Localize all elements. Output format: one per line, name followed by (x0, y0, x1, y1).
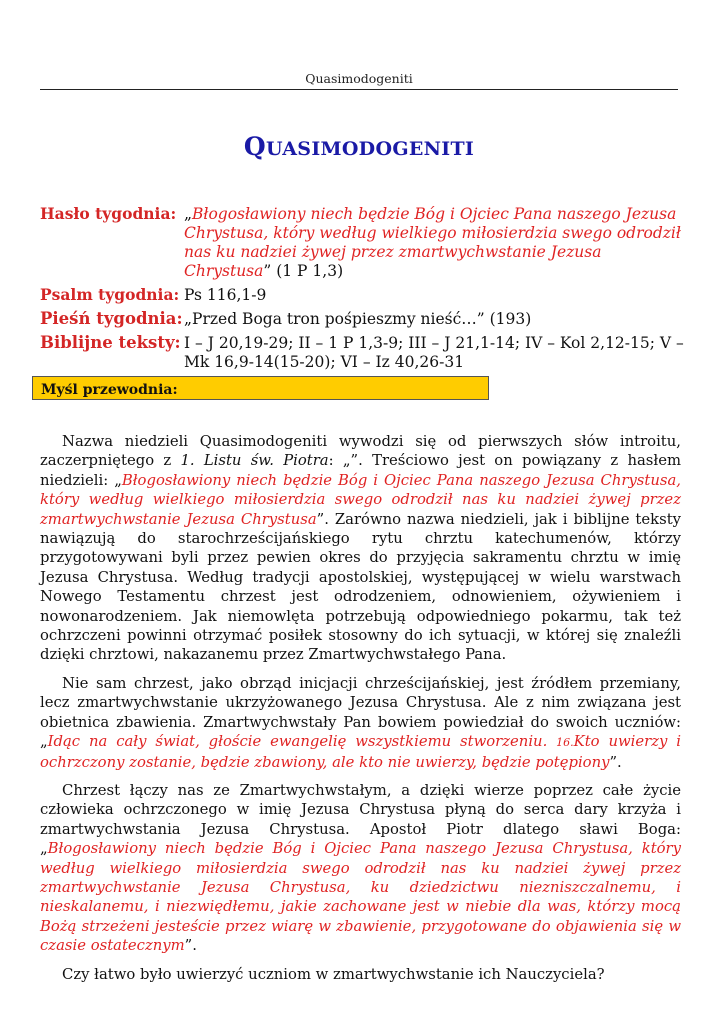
texts-value: I – J 20,19-29; II – 1 P 1,3-9; III – J 21,1-14; IV – Kol 2,12-15; V – Mk 16,9-14(15-20); VI – Iz 40,26-31 (184, 334, 684, 371)
p1-quote: Błogosławiony niech będzie Bóg i Ojciec Pana naszego Jezusa Chrystusa, który według wielkiego miłosierdzia swego odrodził nas ku nadziei żywej przez zmartwychwstanie Jezusa Chrystusa (40, 471, 681, 528)
psalm-label: Psalm tygodnia: (40, 285, 180, 304)
paragraph-4: Czy łatwo było uwierzyć uczniom w zmartwychwstanie ich Nauczyciela? (62, 965, 605, 983)
psalm-row (40, 284, 685, 306)
p1-text-e: ”. Zarówno nazwa niedzieli, jak i biblijne teksty nawiązują do starochrześcijańskiego rytu chrztu katechumenów, którzy przygotowywani byli przez pewien okres do przyjęcia sakramentu chrztu w imię Jezusa Chrystusa. Według tradycji apostolskiej, występującej w wielu warstwach Nowego Testamentu chrzest jest odrodzeniem, odnowieniem, ożywieniem i nowonarodzeniem. Jak niemowlęta potrzebują odpowiedniego pokarmu, tak też ochrzczeni powinni otrzymać posiłek stosowny do ich sytuacji, w której się znaleźli dzięki chrztowi, nakazanemu przez Zmartwychwstałego Pana. (40, 510, 681, 664)
motto-label: Hasło tygodnia: (40, 204, 177, 223)
sunday-info (40, 203, 685, 372)
p2-verse-number: 16. (556, 736, 574, 750)
thought-header-box (32, 376, 489, 400)
page-title (40, 132, 678, 161)
p1-text-a: Nazwa niedzieli Quasimodogeniti wywodzi się od pierwszych słów introitu, zaczerpniętego z (40, 433, 681, 470)
title-rest: UASIMODOGENITI (265, 138, 475, 160)
texts-label: Biblijne teksty: (40, 333, 181, 352)
p3-text-a: Chrzest łączy nas ze Zmartwychwstałym, a dzięki wierze poprzez całe życie człowieka ochrzczonego w imię Jezusa Chrystusa płyną do serca dary krzyża i zmartwychwstania Jezusa Chrystusa. Apostoł Piotr dlatego sławi Boga: „ (40, 781, 681, 858)
p2-quote-a: Idąc na cały świat, głoście ewangelię wszystkiemu stworzeniu. (47, 733, 557, 751)
motto-quote: Błogosławiony niech będzie Bóg i Ojciec Pana naszego Jezusa Chrystusa, który według wielkiego miłosierdzia swego odrodził nas ku nadziei żywej przez zmartwychwstanie Jezusa Chrystusa (184, 205, 681, 280)
motto-reference: ” (1 P 1,3) (263, 262, 344, 280)
p2-text-a: Nie sam chrzest, jako obrząd inicjacji chrześcijańskiej, jest źródłem przemiany, lecz zmartwychwstanie ukrzyżowanego Jezusa Chrystusa. Ale z nim związana jest obietnica zbawienia. Zmartwychwstały Pan bowiem powiedział do swoich uczniów: „ (40, 674, 681, 751)
main-text (40, 432, 681, 993)
running-head: Quasimodogeniti (305, 71, 413, 86)
paragraph-3 (40, 781, 681, 956)
texts-row (40, 332, 685, 372)
psalm-value: Ps 116,1-9 (184, 286, 267, 304)
motto-row (40, 203, 685, 281)
song-row (40, 308, 685, 330)
motto-open-quote: „ (184, 205, 193, 223)
paragraph-2 (40, 674, 681, 772)
title-initial: Q (243, 132, 266, 161)
motto-value (184, 203, 685, 281)
thought-label: Myśl przewodnia: (41, 382, 178, 398)
paragraph-1 (40, 432, 681, 665)
p2-text-d: ”. (609, 753, 622, 771)
header-divider (40, 89, 678, 90)
p2-quote-b: Kto uwierzy i ochrzczony zostanie, będzie zbawiony, ale kto nie uwierzy, będzie potępiony (40, 733, 681, 771)
p1-text-c: : „”. Treściowo jest on powiązany z hasłem niedzieli: „ (40, 452, 681, 489)
p3-quote: Błogosławiony niech będzie Bóg i Ojciec Pana naszego Jezusa Chrystusa, który według wielkiego miłosierdzia swego odrodził nas ku nadziei żywej przez zmartwychwstanie Jezusa Chrystusa, ku dziedzictwu niezniszczalnemu, i nieskalanemu, i niezwiędłemu, jakie zachowane jest w niebie dla was, którzy mocą Bożą strzeżeni jesteście przez wiarę w zbawienie, przygotowane do objawienia się w czasie ostatecznym (40, 840, 681, 955)
song-value: „Przed Boga tron pośpieszmy nieść…” (193) (184, 310, 532, 328)
song-label: Pieśń tygodnia: (40, 309, 183, 328)
p1-book-title: 1. Listu św. Piotra (180, 452, 329, 470)
p3-text-c: ”. (184, 937, 197, 955)
